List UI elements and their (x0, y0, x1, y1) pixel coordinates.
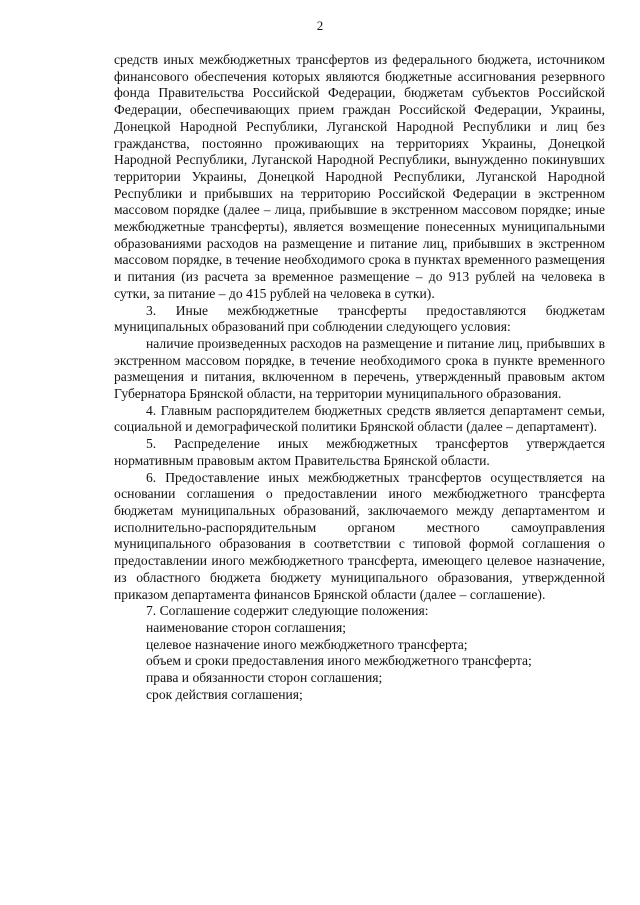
paragraph-clause-6: 6. Предоставление иных межбюджетных трансфертов осуществляется на основании соглашения о предоставлении иного межбюджетного трансферта бюджетам муниципальных образований, заключаемого между департаментом и исполнительно-распорядительным органом местного самоуправления муниципального образования в соответствии с типовой формой соглашения о предоставлении иного межбюджетного трансферта, имеющего целевое назначение, из областного бюджета бюджету муниципального образования, утвержденной приказом департамента финансов Брянской области (далее – соглашение). (114, 469, 605, 602)
list-item: наименование сторон соглашения; (146, 619, 347, 635)
list-item: объем и сроки предоставления иного межбюджетного трансферта; (146, 653, 532, 669)
list-item: права и обязанности сторон соглашения; (146, 670, 383, 686)
list-item: срок действия соглашения; (146, 686, 303, 702)
page-number: 2 (316, 18, 324, 33)
paragraph-continuation: средств иных межбюджетных трансфертов из федерального бюджета, источником финансового обеспечения которых являются бюджетные ассигнования резервного фонда Правительства Российской Федерации, бюджетам субъектов Российской Федерации, обеспечивающих прием граждан Российской Федерации, Украины, Донецкой Народной Республики, Луганской Народной Республики и лиц без гражданства, постоянно проживающих на территориях Украины, Донецкой Народной Республики, Луганской Народной Республики, вынужденно покинувших территории Украины, Донецкой Народной Республики, Луганской Народной Республики и прибывших на территорию Российской Федерации в экстренном массовом порядке (далее – лица, прибывшие в экстренном массовом порядке; иные межбюджетные трансферты), является возмещение понесенных муниципальными образованиями расходов на размещение и питание лиц, прибывших в экстренном массовом порядке, в течение необходимого срока в пунктах временного размещения и питания (из расчета за временное размещение – до 913 рублей на человека в сутки, за питание – до 415 рублей на человека в сутки). (114, 52, 605, 301)
list-item: целевое назначение иного межбюджетного трансферта; (146, 636, 468, 652)
paragraph-clause-5: 5. Распределение иных межбюджетных трансфертов утверждается нормативным правовым актом Правительства Брянской области. (114, 436, 605, 468)
document-body (114, 52, 605, 703)
paragraph-clause-7: 7. Соглашение содержит следующие положения: (146, 603, 429, 619)
paragraph-clause-4: 4. Главным распорядителем бюджетных средств является департамент семьи, социальной и демографической политики Брянской области (далее – департамент). (114, 402, 605, 435)
paragraph-clause-3: 3. Иные межбюджетные трансферты предоставляются бюджетам муниципальных образований при соблюдении следующего условия: (114, 302, 605, 335)
paragraph-condition: наличие произведенных расходов на размещение и питание лиц, прибывших в экстренном массовом порядке, в течение необходимого срока в пункте временного размещения и питания, включенном в перечень, утвержденный правовым актом Губернатора Брянской области, на территории муниципального образования. (114, 335, 605, 402)
